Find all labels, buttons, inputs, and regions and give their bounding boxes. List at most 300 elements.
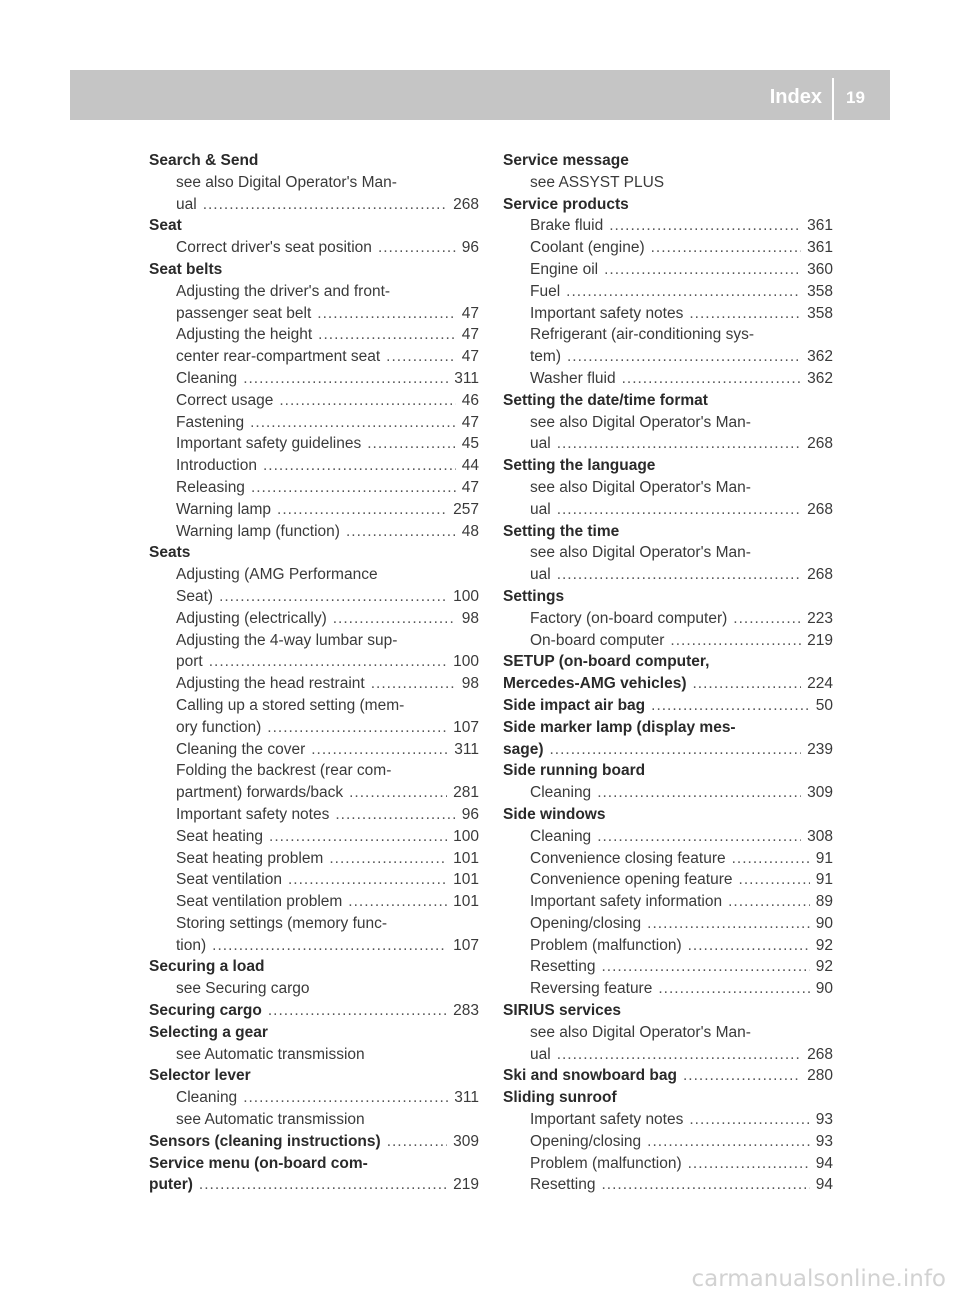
entry-text: Adjusting the driver's and front-	[176, 282, 391, 300]
index-subentry	[503, 1131, 833, 1153]
dot-leader	[243, 368, 448, 390]
entry-text: Seat belts	[149, 260, 223, 278]
page-reference: 91	[815, 871, 833, 889]
index-subentry	[149, 390, 479, 412]
entry-text: center rear-compartment seat	[176, 348, 381, 366]
index-subentry	[149, 978, 479, 1000]
dot-leader	[311, 739, 448, 761]
index-heading	[149, 1022, 479, 1044]
index-subentry	[503, 237, 833, 259]
entry-text: Sensors (cleaning instructions)	[149, 1132, 381, 1150]
dot-leader	[209, 651, 447, 673]
entry-text: Side impact air bag	[503, 696, 646, 714]
entry-text: Securing a load	[149, 958, 265, 976]
dot-leader	[658, 978, 809, 1000]
index-subentry	[149, 346, 479, 368]
page-reference: 98	[461, 609, 479, 627]
entry-text: Engine oil	[530, 260, 599, 278]
dot-leader	[651, 695, 810, 717]
entry-text: Service menu (on-board com-	[149, 1154, 368, 1172]
page-reference: 96	[461, 805, 479, 823]
page-reference: 89	[815, 893, 833, 911]
index-subentry	[503, 172, 833, 194]
watermark: carmanualsonline.info	[691, 1266, 946, 1292]
index-subentry	[149, 499, 479, 521]
entry-text: Adjusting the head restraint	[176, 675, 365, 693]
index-subentry	[149, 760, 479, 782]
page-reference: 94	[815, 1154, 833, 1172]
entry-text: Cleaning	[530, 784, 592, 802]
index-heading	[503, 651, 833, 673]
dot-leader	[288, 869, 447, 891]
entry-text: Fuel	[530, 282, 561, 300]
entry-text: see also Digital Operator's Man-	[530, 544, 751, 562]
dot-leader	[199, 1174, 447, 1196]
entry-text: Ski and snowboard bag	[503, 1067, 677, 1085]
page-reference: 361	[807, 239, 833, 257]
dot-leader	[651, 237, 802, 259]
entry-text: tion)	[176, 936, 207, 954]
entry-text: Cleaning the cover	[176, 740, 306, 758]
index-subentry	[149, 1044, 479, 1066]
entry-text: Resetting	[530, 958, 596, 976]
index-heading	[149, 1153, 479, 1175]
index-subentry	[503, 564, 833, 586]
index-subentry	[149, 586, 479, 608]
dot-leader	[212, 935, 447, 957]
dot-leader	[688, 935, 810, 957]
index-subentry	[503, 281, 833, 303]
page-reference: 268	[807, 1045, 833, 1063]
entry-text: Service products	[503, 195, 629, 213]
index-heading	[503, 739, 833, 761]
index-subentry	[503, 978, 833, 1000]
index-subentry	[149, 194, 479, 216]
index-heading	[149, 215, 479, 237]
entry-text: Releasing	[176, 478, 245, 496]
entry-text: Folding the backrest (rear com-	[176, 762, 392, 780]
index-subentry	[503, 1109, 833, 1131]
page-reference: 309	[807, 784, 833, 802]
index-heading	[149, 1174, 479, 1196]
entry-text: Side windows	[503, 805, 606, 823]
page-reference: 101	[453, 893, 479, 911]
entry-text: Setting the language	[503, 457, 656, 475]
index-subentry	[149, 608, 479, 630]
entry-text: Securing cargo	[149, 1002, 262, 1020]
entry-text: Selecting a gear	[149, 1023, 268, 1041]
entry-text: port	[176, 653, 203, 671]
dot-leader	[203, 194, 447, 216]
index-heading	[503, 150, 833, 172]
entry-text: see Securing cargo	[176, 980, 310, 998]
dot-leader	[346, 521, 456, 543]
page-reference: 92	[815, 958, 833, 976]
page-reference: 311	[454, 369, 479, 387]
dot-leader	[277, 499, 447, 521]
index-heading	[503, 760, 833, 782]
entry-text: tem)	[530, 348, 561, 366]
index-heading	[503, 695, 833, 717]
dot-leader	[601, 956, 809, 978]
page-reference: 50	[815, 696, 833, 714]
entry-text: Selector lever	[149, 1067, 251, 1085]
index-subentry	[149, 564, 479, 586]
dot-leader	[550, 739, 802, 761]
index-subentry	[149, 717, 479, 739]
entry-text: SIRIUS services	[503, 1002, 622, 1020]
index-subentry	[149, 935, 479, 957]
dot-leader	[604, 259, 801, 281]
dot-leader	[728, 891, 810, 913]
dot-leader	[597, 782, 801, 804]
index-subentry	[149, 869, 479, 891]
dot-leader	[557, 1044, 801, 1066]
page-reference: 257	[453, 500, 479, 518]
entry-text: Search & Send	[149, 152, 259, 169]
index-heading	[503, 1087, 833, 1109]
index-subentry	[149, 630, 479, 652]
index-subentry	[503, 826, 833, 848]
page-reference: 107	[453, 936, 479, 954]
entry-text: Fastening	[176, 413, 245, 431]
index-subentry	[149, 651, 479, 673]
dot-leader	[219, 586, 447, 608]
index-subentry	[503, 542, 833, 564]
index-subentry	[149, 368, 479, 390]
page-reference: 90	[815, 914, 833, 932]
dot-leader	[733, 608, 801, 630]
entry-text: Important safety information	[530, 893, 723, 911]
entry-text: Calling up a stored setting (mem-	[176, 696, 405, 714]
entry-text: Seat ventilation	[176, 871, 282, 889]
page-reference: 46	[461, 391, 479, 409]
dot-leader	[279, 390, 455, 412]
index-subentry	[149, 913, 479, 935]
index-subentry	[149, 303, 479, 325]
page-reference: 308	[807, 827, 833, 845]
dot-leader	[557, 564, 801, 586]
index-heading	[503, 804, 833, 826]
dot-leader	[243, 1087, 448, 1109]
page-reference: 93	[815, 1132, 833, 1150]
entry-text: Seat)	[176, 587, 214, 605]
page-reference: 362	[807, 348, 833, 366]
entry-text: ual	[530, 435, 551, 453]
entry-text: see also Digital Operator's Man-	[176, 173, 397, 191]
entry-text: Side marker lamp (display mes-	[503, 718, 736, 736]
dot-leader	[268, 1000, 447, 1022]
dot-leader	[367, 433, 456, 455]
index-subentry	[503, 1174, 833, 1196]
entry-text: Storing settings (memory func-	[176, 914, 388, 932]
entry-text: Introduction	[176, 457, 257, 475]
page-reference: 47	[461, 348, 479, 366]
index-heading	[149, 1131, 479, 1153]
dot-leader	[739, 869, 810, 891]
page-reference: 224	[807, 675, 833, 693]
page-reference: 219	[453, 1176, 479, 1194]
dot-leader	[622, 368, 802, 390]
index-subentry	[503, 935, 833, 957]
page-reference: 92	[815, 936, 833, 954]
dot-leader	[318, 324, 456, 346]
page-reference: 283	[453, 1002, 479, 1020]
dot-leader	[251, 477, 456, 499]
entry-text: Sliding sunroof	[503, 1089, 617, 1107]
dot-leader	[371, 673, 456, 695]
entry-text: Correct driver's seat position	[176, 239, 372, 257]
page-reference: 96	[461, 239, 479, 257]
dot-leader	[250, 412, 456, 434]
entry-text: Problem (malfunction)	[530, 936, 682, 954]
entry-text: Opening/closing	[530, 914, 642, 932]
page-reference: 268	[807, 435, 833, 453]
index-subentry	[149, 826, 479, 848]
page-reference: 90	[815, 980, 833, 998]
entry-text: passenger seat belt	[176, 304, 312, 322]
entry-text: Cleaning	[176, 369, 238, 387]
entry-text: Convenience closing feature	[530, 849, 726, 867]
page-reference: 98	[461, 675, 479, 693]
index-heading	[149, 259, 479, 281]
entry-text: Seat heating	[176, 827, 264, 845]
entry-text: Settings	[503, 587, 565, 605]
entry-text: Mercedes-AMG vehicles)	[503, 675, 687, 693]
page-reference: 309	[453, 1132, 479, 1150]
entry-text: Factory (on-board computer)	[530, 609, 728, 627]
entry-text: Side running board	[503, 762, 646, 780]
page-reference: 48	[461, 522, 479, 540]
dot-leader	[670, 630, 801, 652]
entry-text: sage)	[503, 740, 544, 758]
index-subentry	[503, 913, 833, 935]
page-reference: 45	[461, 435, 479, 453]
page-reference: 100	[453, 587, 479, 605]
entry-text: Adjusting (AMG Performance	[176, 566, 378, 584]
index-subentry	[149, 412, 479, 434]
dot-leader	[688, 1153, 810, 1175]
entry-text: Important safety notes	[530, 1111, 684, 1129]
dot-leader	[601, 1174, 809, 1196]
index-subentry	[149, 324, 479, 346]
dot-leader	[335, 804, 455, 826]
dot-leader	[609, 215, 801, 237]
page-reference: 311	[454, 740, 479, 758]
dot-leader	[333, 608, 456, 630]
entry-text: see Automatic transmission	[176, 1111, 365, 1129]
dot-leader	[387, 1131, 447, 1153]
dot-leader	[557, 433, 801, 455]
index-heading	[503, 586, 833, 608]
entry-text: Brake fluid	[530, 217, 604, 235]
entry-text: see also Digital Operator's Man-	[530, 478, 751, 496]
index-subentry	[503, 848, 833, 870]
index-subentry	[503, 368, 833, 390]
page-reference: 93	[815, 1111, 833, 1129]
index-heading	[503, 521, 833, 543]
dot-leader	[348, 891, 447, 913]
index-subentry	[149, 804, 479, 826]
index-subentry	[149, 739, 479, 761]
entry-text: Warning lamp (function)	[176, 522, 340, 540]
index-heading	[503, 455, 833, 477]
dot-leader	[267, 717, 447, 739]
dot-leader	[269, 826, 447, 848]
dot-leader	[349, 782, 447, 804]
index-subentry	[503, 303, 833, 325]
index-subentry	[149, 433, 479, 455]
page-reference: 100	[453, 653, 479, 671]
page-reference: 280	[807, 1067, 833, 1085]
index-subentry	[503, 1153, 833, 1175]
index-subentry	[149, 1109, 479, 1131]
dot-leader	[689, 1109, 809, 1131]
index-subentry	[149, 695, 479, 717]
dot-leader	[683, 1065, 801, 1087]
page-reference: 362	[807, 369, 833, 387]
entry-text: Setting the time	[503, 522, 620, 540]
index-subentry	[503, 215, 833, 237]
index-heading	[503, 673, 833, 695]
entry-text: On-board computer	[530, 631, 665, 649]
entry-text: Convenience opening feature	[530, 871, 733, 889]
index-subentry	[503, 346, 833, 368]
entry-text: Seats	[149, 544, 191, 562]
page-reference: 281	[453, 784, 479, 802]
entry-text: Adjusting the 4-way lumbar sup-	[176, 631, 398, 649]
index-subentry	[149, 455, 479, 477]
entry-text: Important safety notes	[176, 805, 330, 823]
index-heading	[149, 956, 479, 978]
entry-text: Washer fluid	[530, 369, 616, 387]
entry-text: puter)	[149, 1176, 193, 1194]
index-subentry	[149, 673, 479, 695]
index-subentry	[503, 630, 833, 652]
index-subentry	[149, 891, 479, 913]
dot-leader	[378, 237, 456, 259]
page-reference: 311	[454, 1089, 479, 1107]
page-reference: 239	[807, 740, 833, 758]
entry-text: Service message	[503, 152, 629, 169]
dot-leader	[732, 848, 810, 870]
index-heading	[503, 717, 833, 739]
index-heading	[149, 542, 479, 564]
entry-text: ual	[176, 195, 197, 213]
page-reference: 47	[461, 478, 479, 496]
dot-leader	[693, 673, 802, 695]
index-subentry	[503, 869, 833, 891]
entry-text: Adjusting the height	[176, 326, 313, 344]
entry-text: Resetting	[530, 1176, 596, 1194]
dot-leader	[647, 913, 810, 935]
dot-leader	[567, 346, 801, 368]
index-heading	[503, 1000, 833, 1022]
index-subentry	[149, 848, 479, 870]
dot-leader	[263, 455, 456, 477]
index-column-right	[503, 150, 833, 1196]
entry-text: Adjusting (electrically)	[176, 609, 327, 627]
page-reference: 100	[453, 827, 479, 845]
page-reference: 219	[807, 631, 833, 649]
index-subentry	[503, 259, 833, 281]
index-subentry	[503, 782, 833, 804]
index-subentry	[149, 1087, 479, 1109]
page-reference: 47	[461, 413, 479, 431]
entry-text: Coolant (engine)	[530, 239, 645, 257]
page-reference: 94	[815, 1176, 833, 1194]
entry-text: ual	[530, 500, 551, 518]
index-subentry	[503, 1044, 833, 1066]
page-reference: 358	[807, 282, 833, 300]
page-reference: 107	[453, 718, 479, 736]
entry-text: Seat	[149, 217, 182, 235]
index-subentry	[149, 477, 479, 499]
page-reference: 268	[807, 500, 833, 518]
index-heading	[149, 1065, 479, 1087]
entry-text: Seat ventilation problem	[176, 893, 343, 911]
entry-text: ual	[530, 1045, 551, 1063]
dot-leader	[386, 346, 456, 368]
page-reference: 360	[807, 260, 833, 278]
index-subentry	[503, 499, 833, 521]
entry-text: Cleaning	[530, 827, 592, 845]
entry-text: see also Digital Operator's Man-	[530, 413, 751, 431]
index-heading	[149, 150, 479, 172]
index-subentry	[503, 1022, 833, 1044]
entry-text: see also Digital Operator's Man-	[530, 1023, 751, 1041]
page-reference: 268	[807, 566, 833, 584]
index-subentry	[149, 782, 479, 804]
index-subentry	[503, 433, 833, 455]
entry-text: Cleaning	[176, 1089, 238, 1107]
entry-text: Important safety guidelines	[176, 435, 362, 453]
entry-text: Warning lamp	[176, 500, 272, 518]
entry-text: ory function)	[176, 718, 262, 736]
page-reference: 47	[461, 304, 479, 322]
index-subentry	[503, 608, 833, 630]
index-heading	[503, 390, 833, 412]
page-reference: 91	[815, 849, 833, 867]
index-subentry	[149, 281, 479, 303]
dot-leader	[329, 848, 447, 870]
entry-text: Setting the date/time format	[503, 391, 708, 409]
index-heading	[503, 1065, 833, 1087]
entry-text: Correct usage	[176, 391, 274, 409]
page-reference: 101	[453, 871, 479, 889]
entry-text: Opening/closing	[530, 1132, 642, 1150]
index-subentry	[503, 891, 833, 913]
page-reference: 47	[461, 326, 479, 344]
entry-text: Reversing feature	[530, 980, 653, 998]
entry-text: Important safety notes	[530, 304, 684, 322]
page-reference: 358	[807, 304, 833, 322]
index-subentry	[503, 956, 833, 978]
dot-leader	[317, 303, 455, 325]
page-reference: 44	[461, 457, 479, 475]
index-subentry	[503, 477, 833, 499]
dot-leader	[557, 499, 801, 521]
entry-text: Refrigerant (air-conditioning sys-	[530, 326, 754, 344]
index-subentry	[149, 237, 479, 259]
page-reference: 361	[807, 217, 833, 235]
index-subentry	[503, 412, 833, 434]
dot-leader	[597, 826, 801, 848]
entry-text: see ASSYST PLUS	[530, 173, 665, 191]
index-subentry	[503, 324, 833, 346]
page-reference: 101	[453, 849, 479, 867]
entry-text: SETUP (on-board computer,	[503, 653, 710, 671]
